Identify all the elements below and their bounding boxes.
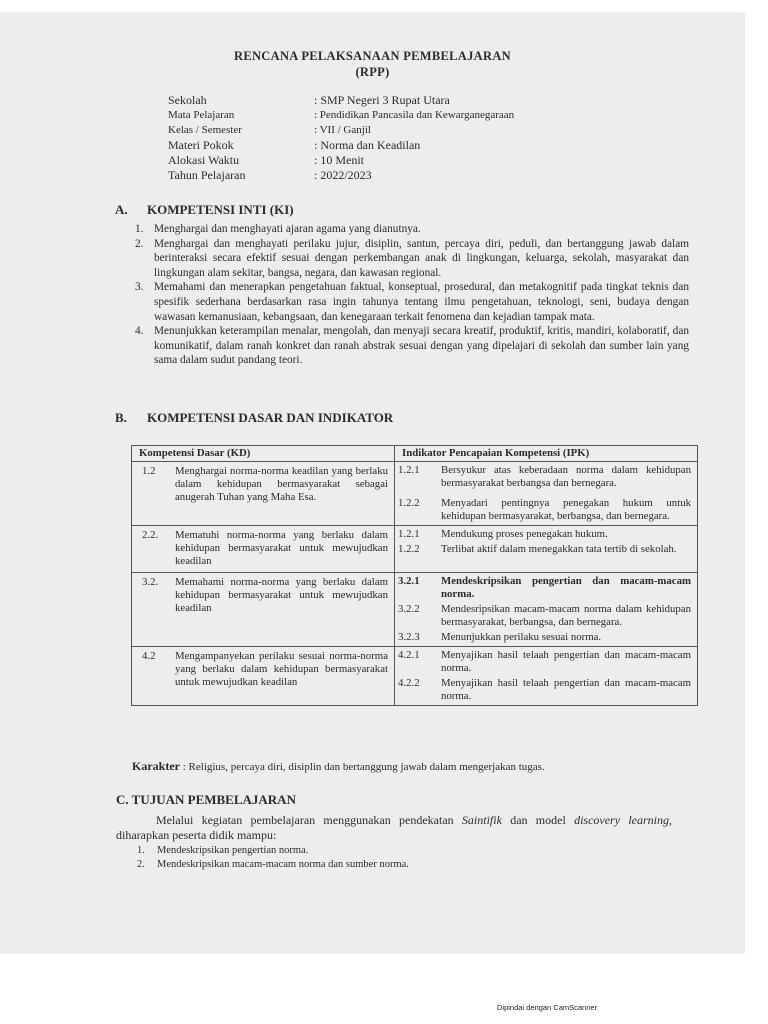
indicator-text: Menyajikan hasil telaah pengertian dan macam-macam norma. xyxy=(441,649,691,674)
item-text: Mendeskripsikan macam-macam norma dan sumber norma. xyxy=(157,859,409,870)
item-number: 1. xyxy=(137,845,145,856)
tujuan-list xyxy=(137,844,409,872)
info-label: Mata Pelajaran xyxy=(168,109,235,121)
tujuan-paragraph xyxy=(116,813,672,843)
indicator-text: Bersyukur atas keberadaan norma dalam kehidupan bermasyarakat berbangsa dan bernegara. xyxy=(441,464,691,489)
kd-cell xyxy=(132,526,395,573)
info-row-alokasi xyxy=(168,153,514,168)
para-text: , diharapkan peserta didik mampu: xyxy=(116,813,672,842)
indicator-text: Mendukung proses penegakan hukum. xyxy=(441,528,608,540)
info-row-kelas xyxy=(168,123,514,138)
para-text: Melalui kegiatan pembelajaran menggunakan pendekatan xyxy=(156,813,462,827)
scanner-watermark: Dipindai dengan CamScanner xyxy=(497,1003,598,1012)
kd-text: Menghargai norma-norma keadilan yang berlaku dalam kehidupan bermasyarakat sebagai anugerah Tuhan yang Maha Esa. xyxy=(175,465,388,503)
indicator xyxy=(396,676,696,704)
para-emphasis: discovery learning xyxy=(574,813,669,827)
title-line-2: (RPP) xyxy=(355,65,390,79)
info-value: : Norma dan Keadilan xyxy=(314,138,421,152)
info-label: Sekolah xyxy=(168,93,207,107)
info-value: : 10 Menit xyxy=(314,153,364,167)
identity-block xyxy=(168,93,514,183)
table-row xyxy=(132,526,698,573)
kd-cell xyxy=(132,573,395,647)
indicator-text: Mendeskripsikan pengertian dan macam-macam norma. xyxy=(441,575,691,600)
karakter-label: Karakter xyxy=(132,759,180,773)
list-item xyxy=(137,858,409,872)
list-item xyxy=(135,280,689,324)
indicator-number: 1.2.1 xyxy=(398,528,420,540)
indicator-text: Menyajikan hasil telaah pengertian dan macam-macam norma. xyxy=(441,677,691,702)
info-label: Alokasi Waktu xyxy=(168,153,240,167)
indicator-number: 4.2.1 xyxy=(398,649,420,661)
kd-number: 2.2. xyxy=(142,529,159,541)
karakter-line xyxy=(132,759,545,774)
section-title: KOMPETENSI INTI (KI) xyxy=(147,202,294,217)
info-label: Tahun Pelajaran xyxy=(168,168,246,182)
table-row xyxy=(132,573,698,647)
info-row-mata-pelajaran xyxy=(168,108,514,123)
item-number: 1. xyxy=(135,223,144,235)
ipk-cell xyxy=(395,647,698,706)
ipk-cell xyxy=(395,526,698,573)
indicator xyxy=(396,527,696,542)
kd-number: 3.2. xyxy=(142,576,159,588)
item-text: Menghargai dan menghayati ajaran agama yang dianutnya. xyxy=(154,223,421,235)
ipk-cell xyxy=(395,462,698,526)
item-number: 2. xyxy=(135,237,144,250)
indicator xyxy=(396,542,696,557)
indicator-text: Menunjukkan perilaku sesuai norma. xyxy=(441,631,602,643)
indicator-text: Terlibat aktif dalam menegakkan tata tertib di sekolah. xyxy=(441,543,677,555)
list-item xyxy=(137,844,409,858)
kd-cell xyxy=(132,647,395,706)
info-value: : 2022/2023 xyxy=(314,168,372,182)
item-text: Mendeskripsikan pengertian norma. xyxy=(157,845,309,856)
info-row-sekolah xyxy=(168,93,514,108)
para-text: dan model xyxy=(501,813,575,827)
indicator-text: Mendesripsikan macam-macam norma dalam kehidupan bermasyarakat, berbangsa, dan bernegara. xyxy=(441,603,691,628)
info-row-tahun xyxy=(168,168,514,183)
scanned-page xyxy=(0,12,745,954)
indicator xyxy=(396,574,696,602)
indicator-number: 4.2.2 xyxy=(398,677,420,689)
indicator xyxy=(396,496,696,524)
info-value: : VII / Ganjil xyxy=(314,124,371,136)
item-number: 3. xyxy=(135,281,144,294)
kd-ipk-table xyxy=(131,445,698,706)
table-header-row xyxy=(132,446,698,462)
table-row xyxy=(132,647,698,706)
kd-text: Mematuhi norma-norma yang berlaku dalam kehidupan bermasyarakat untuk mewujudkan keadilan xyxy=(175,529,388,567)
info-value: : SMP Negeri 3 Rupat Utara xyxy=(314,93,450,107)
indicator xyxy=(396,463,696,491)
item-text: Menghargai dan menghayati perilaku jujur, disiplin, santun, percaya diri, peduli, dan bertanggung jawab dalam berinteraksi secara efektif sesuai dengan perkembangan anak di lingkungan, keluarga, sekolah, masyarakat dan lingkungan alam sekitar, bangsa, negara, dan kawasan regional. xyxy=(154,237,689,279)
kd-number: 4.2 xyxy=(142,650,156,662)
list-item xyxy=(135,237,689,281)
section-number: A. xyxy=(115,202,128,217)
section-a-heading xyxy=(115,202,294,218)
para-emphasis: Saintifik xyxy=(461,813,502,827)
kd-text: Mengampanyekan perilaku sesuai norma-norma yang berlaku dalam kehidupan bermasyarakat untuk mewujudkan keadilan xyxy=(175,650,388,688)
column-header-ipk: Indikator Pencapaian Kompetensi (IPK) xyxy=(395,446,698,462)
indicator-number: 1.2.2 xyxy=(398,497,420,509)
indicator-number: 3.2.2 xyxy=(398,603,420,615)
table-row xyxy=(132,462,698,526)
indicator-number: 3.2.3 xyxy=(398,631,420,643)
kd-text: Memahami norma-norma yang berlaku dalam kehidupan bermasyarakat untuk mewujudkan keadilan xyxy=(175,576,388,614)
list-item xyxy=(135,222,689,237)
item-number: 2. xyxy=(137,859,145,870)
section-b-heading xyxy=(115,410,393,426)
indicator-text: Menyadari pentingnya penegakan hukum untuk kehidupan bermasyarakat, berbangsa, dan bernegara. xyxy=(441,497,691,522)
info-row-materi xyxy=(168,138,514,153)
section-title: KOMPETENSI DASAR DAN INDIKATOR xyxy=(147,410,394,425)
indicator-number: 1.2.2 xyxy=(398,543,420,555)
indicator-number: 3.2.1 xyxy=(398,575,420,587)
indicator-number: 1.2.1 xyxy=(398,464,420,476)
indicator xyxy=(396,630,696,645)
item-number: 4. xyxy=(135,325,144,338)
list-item xyxy=(135,324,689,368)
title-line-1: RENCANA PELAKSANAAN PEMBELAJARAN xyxy=(234,49,511,63)
info-value: : Pendidikan Pancasila dan Kewarganegaraan xyxy=(314,109,515,121)
column-header-kd: Kompetensi Dasar (KD) xyxy=(132,446,395,462)
section-number: B. xyxy=(115,410,127,425)
section-c-heading: C. TUJUAN PEMBELAJARAN xyxy=(116,792,296,807)
item-text: Menunjukkan keterampilan menalar, mengolah, dan menyaji secara kreatif, produktif, kritis, mandiri, kolaboratif, dan komunikatif, dalam ranah konkret dan ranah abstrak sesuai dengan yang dipelajari di sekolah dan sumber lain yang sama dalam sudut pandang teori. xyxy=(154,325,689,367)
info-label: Materi Pokok xyxy=(168,138,234,152)
ki-list xyxy=(135,222,689,368)
kd-cell xyxy=(132,462,395,526)
indicator xyxy=(396,648,696,676)
karakter-text: : Religius, percaya diri, disiplin dan bertanggung jawab dalam mengerjakan tugas. xyxy=(179,761,545,773)
ipk-cell xyxy=(395,573,698,647)
indicator xyxy=(396,602,696,630)
kd-number: 1.2 xyxy=(142,465,156,477)
item-text: Memahami dan menerapkan pengetahuan faktual, konseptual, prosedural, dan metakognitif pada tingkat teknis dan spesifik sederhana berdasarkan rasa ingin tahunya tentang ilmu pengetahuan, teknologi, seni, budaya dengan wawasan kemanusiaan, kebangsaan, dan kenegaraan terkait fenomena dan kejadian tampak mata. xyxy=(154,281,689,323)
info-label: Kelas / Semester xyxy=(168,124,242,136)
document-title xyxy=(0,48,745,80)
